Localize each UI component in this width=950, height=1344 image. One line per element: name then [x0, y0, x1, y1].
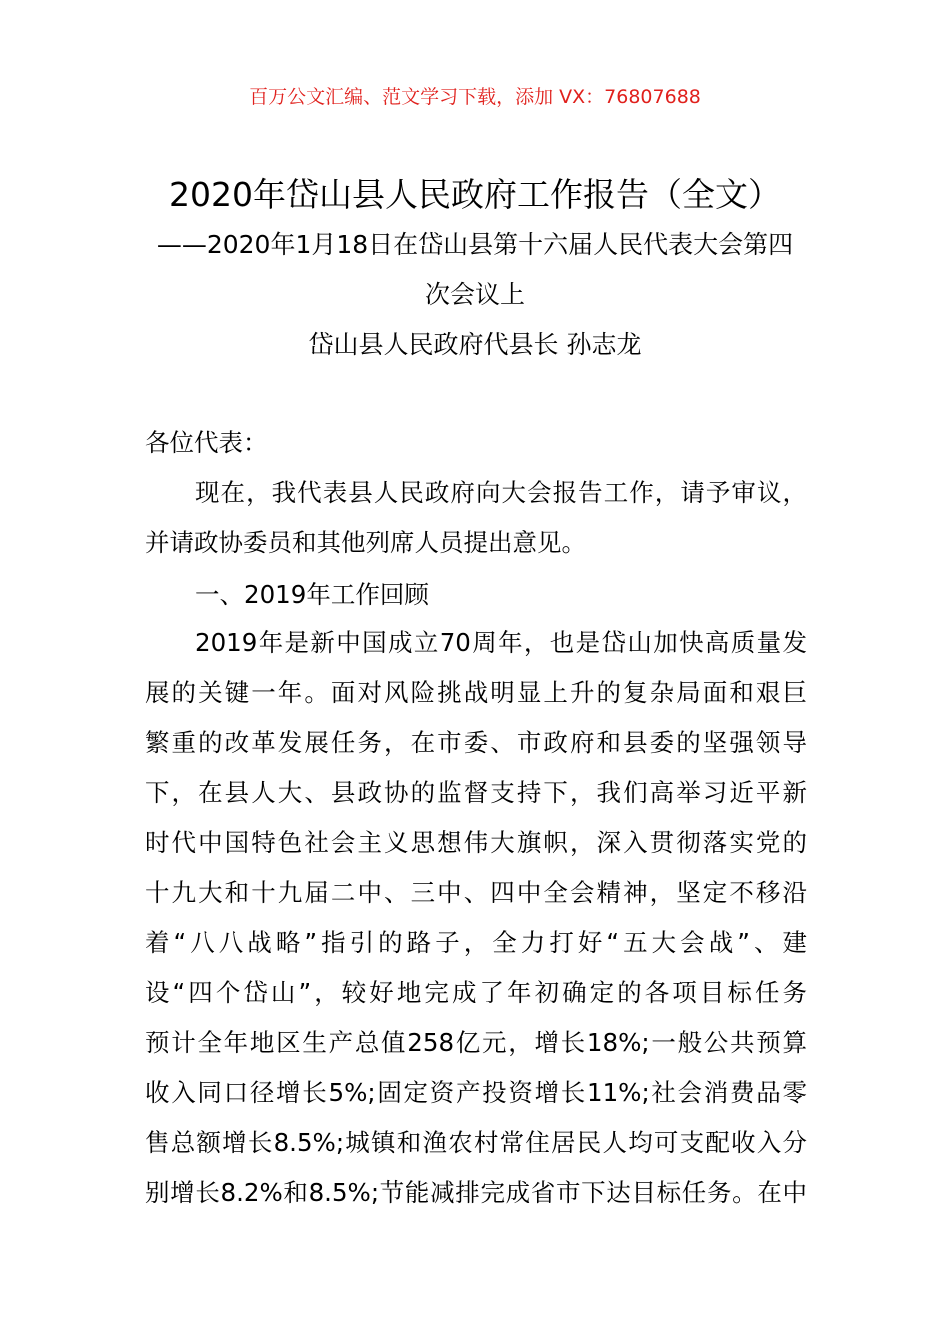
- salutation: 各位代表：: [145, 428, 268, 457]
- body-line: 着“八八战略”指引的路子，全力打好“五大会战”、建: [145, 928, 807, 957]
- watermark-text: 百万公文汇编、范文学习下载，添加 VX：76807688: [249, 86, 701, 108]
- body-line: 2019年是新中国成立70周年，也是岱山加快高质量发: [195, 628, 807, 657]
- body-line: 十九大和十九届二中、三中、四中全会精神，坚定不移沿: [145, 878, 807, 907]
- body-line: 收入同口径增长5%;固定资产投资增长11%;社会消费品零: [145, 1078, 807, 1107]
- document-title: 2020年岱山县人民政府工作报告（全文）: [169, 175, 781, 214]
- intro-line: 并请政协委员和其他列席人员提出意见。: [145, 528, 586, 557]
- section-heading: 一、2019年工作回顾: [195, 580, 429, 609]
- body-line: 预计全年地区生产总值258亿元，增长18%;一般公共预算: [145, 1028, 807, 1057]
- body-line: 售总额增长8.5%;城镇和渔农村常住居民人均可支配收入分: [145, 1128, 807, 1157]
- author-line: 岱山县人民政府代县长 孙志龙: [308, 330, 642, 359]
- body-line: 繁重的改革发展任务，在市委、市政府和县委的坚强领导: [145, 728, 807, 757]
- body-line: 时代中国特色社会主义思想伟大旗帜，深入贯彻落实党的: [145, 828, 807, 857]
- body-line: 设“四个岱山”，较好地完成了年初确定的各项目标任务: [145, 978, 807, 1007]
- body-line: 下，在县人大、县政协的监督支持下，我们高举习近平新: [145, 778, 807, 807]
- intro-line: 现在，我代表县人民政府向大会报告工作，请予审议，: [195, 478, 807, 507]
- body-line: 展的关键一年。面对风险挑战明显上升的复杂局面和艰巨: [145, 678, 807, 707]
- subtitle-line: ——2020年1月18日在岱山县第十六届人民代表大会第四: [156, 230, 794, 259]
- subtitle-line: 次会议上: [424, 280, 525, 309]
- body-line: 别增长8.2%和8.5%;节能减排完成省市下达目标任务。在中: [145, 1178, 807, 1207]
